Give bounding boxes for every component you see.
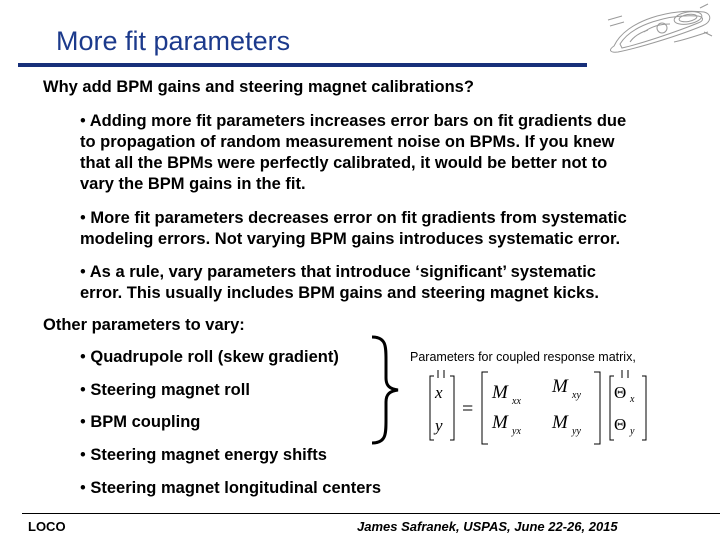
rhs-theta: Θ [614,415,627,434]
bullet-text-line: error. This usually includes BPM gains and steering magnet kicks. [80,284,599,302]
matrix-subscript: xy [572,390,581,401]
equals-sign: = [462,398,474,420]
bullet-text-line: More fit parameters decreases error on fit gradients from systematic [90,209,627,227]
storage-ring-logo-icon [604,2,716,58]
bullet-icon: • [80,446,86,464]
bullet-paragraph [80,208,627,250]
title-underline [18,63,587,67]
parameter-list-item [80,348,339,367]
bullet-text-line: vary the BPM gains in the fit. [80,175,306,193]
matrix-entry-m: M [492,412,508,433]
rhs-theta: Θ [614,383,627,402]
matrix-entry-m: M [492,382,508,403]
parameter-text: Steering magnet longitudinal centers [90,479,382,497]
parameter-list-item [80,413,200,432]
bullet-icon: • [80,263,86,281]
parameter-text: Steering magnet roll [90,381,250,399]
matrix-subscript: yx [512,426,521,437]
bullet-icon: • [80,381,86,399]
coupled-response-matrix-equation [424,368,660,448]
bullet-paragraph [80,262,599,304]
matrix-entry-m: M [552,412,568,433]
bullet-icon: • [80,413,86,431]
bullet-icon: • [80,112,86,130]
footer-left-label: LOCO [28,519,66,534]
bracket [450,376,454,440]
bullet-icon: • [80,209,86,227]
footer-right-label: James Safranek, USPAS, June 22-26, 2015 [357,519,618,534]
parameter-list-item [80,479,381,498]
coupled-matrix-note: Parameters for coupled response matrix, [410,350,636,364]
matrix-entry-m: M [552,376,568,397]
parameter-text: Quadrupole roll (skew gradient) [90,348,339,366]
right-curly-brace-icon [364,334,404,446]
lhs-x: x [435,383,443,402]
matrix-subscript: yy [572,426,581,437]
parameter-text: BPM coupling [90,413,201,431]
bullet-text-line: modeling errors. Not varying BPM gains introduces systematic error. [80,230,621,248]
matrix-subscript: xx [512,396,521,407]
bullet-icon: • [80,479,86,497]
bracket [594,372,600,444]
bullet-text-line: that all the BPMs were perfectly calibrated, it would be better not to [80,154,608,172]
slide-title: More fit parameters [56,26,291,56]
other-parameters-heading: Other parameters to vary: [43,316,245,334]
bullet-icon: • [80,348,86,366]
lhs-y: y [435,416,443,435]
question-heading: Why add BPM gains and steering magnet calibrations? [43,78,474,96]
bracket [430,376,434,440]
bullet-text-line: Adding more fit parameters increases error bars on fit gradients due [89,112,627,130]
parameter-list-item [80,381,250,400]
bracket [482,372,488,444]
bullet-text-line: As a rule, vary parameters that introduce ‘significant’ systematic [89,263,596,281]
parameter-text: Steering magnet energy shifts [90,446,327,464]
footer-divider [22,513,720,514]
bullet-text-line: to propagation of random measurement noise on BPMs. If you knew [80,133,615,151]
rhs-subscript: y [630,426,635,437]
parameter-list-item [80,446,327,465]
rhs-subscript: x [630,394,635,405]
bullet-paragraph [80,111,626,195]
bracket [642,376,646,440]
